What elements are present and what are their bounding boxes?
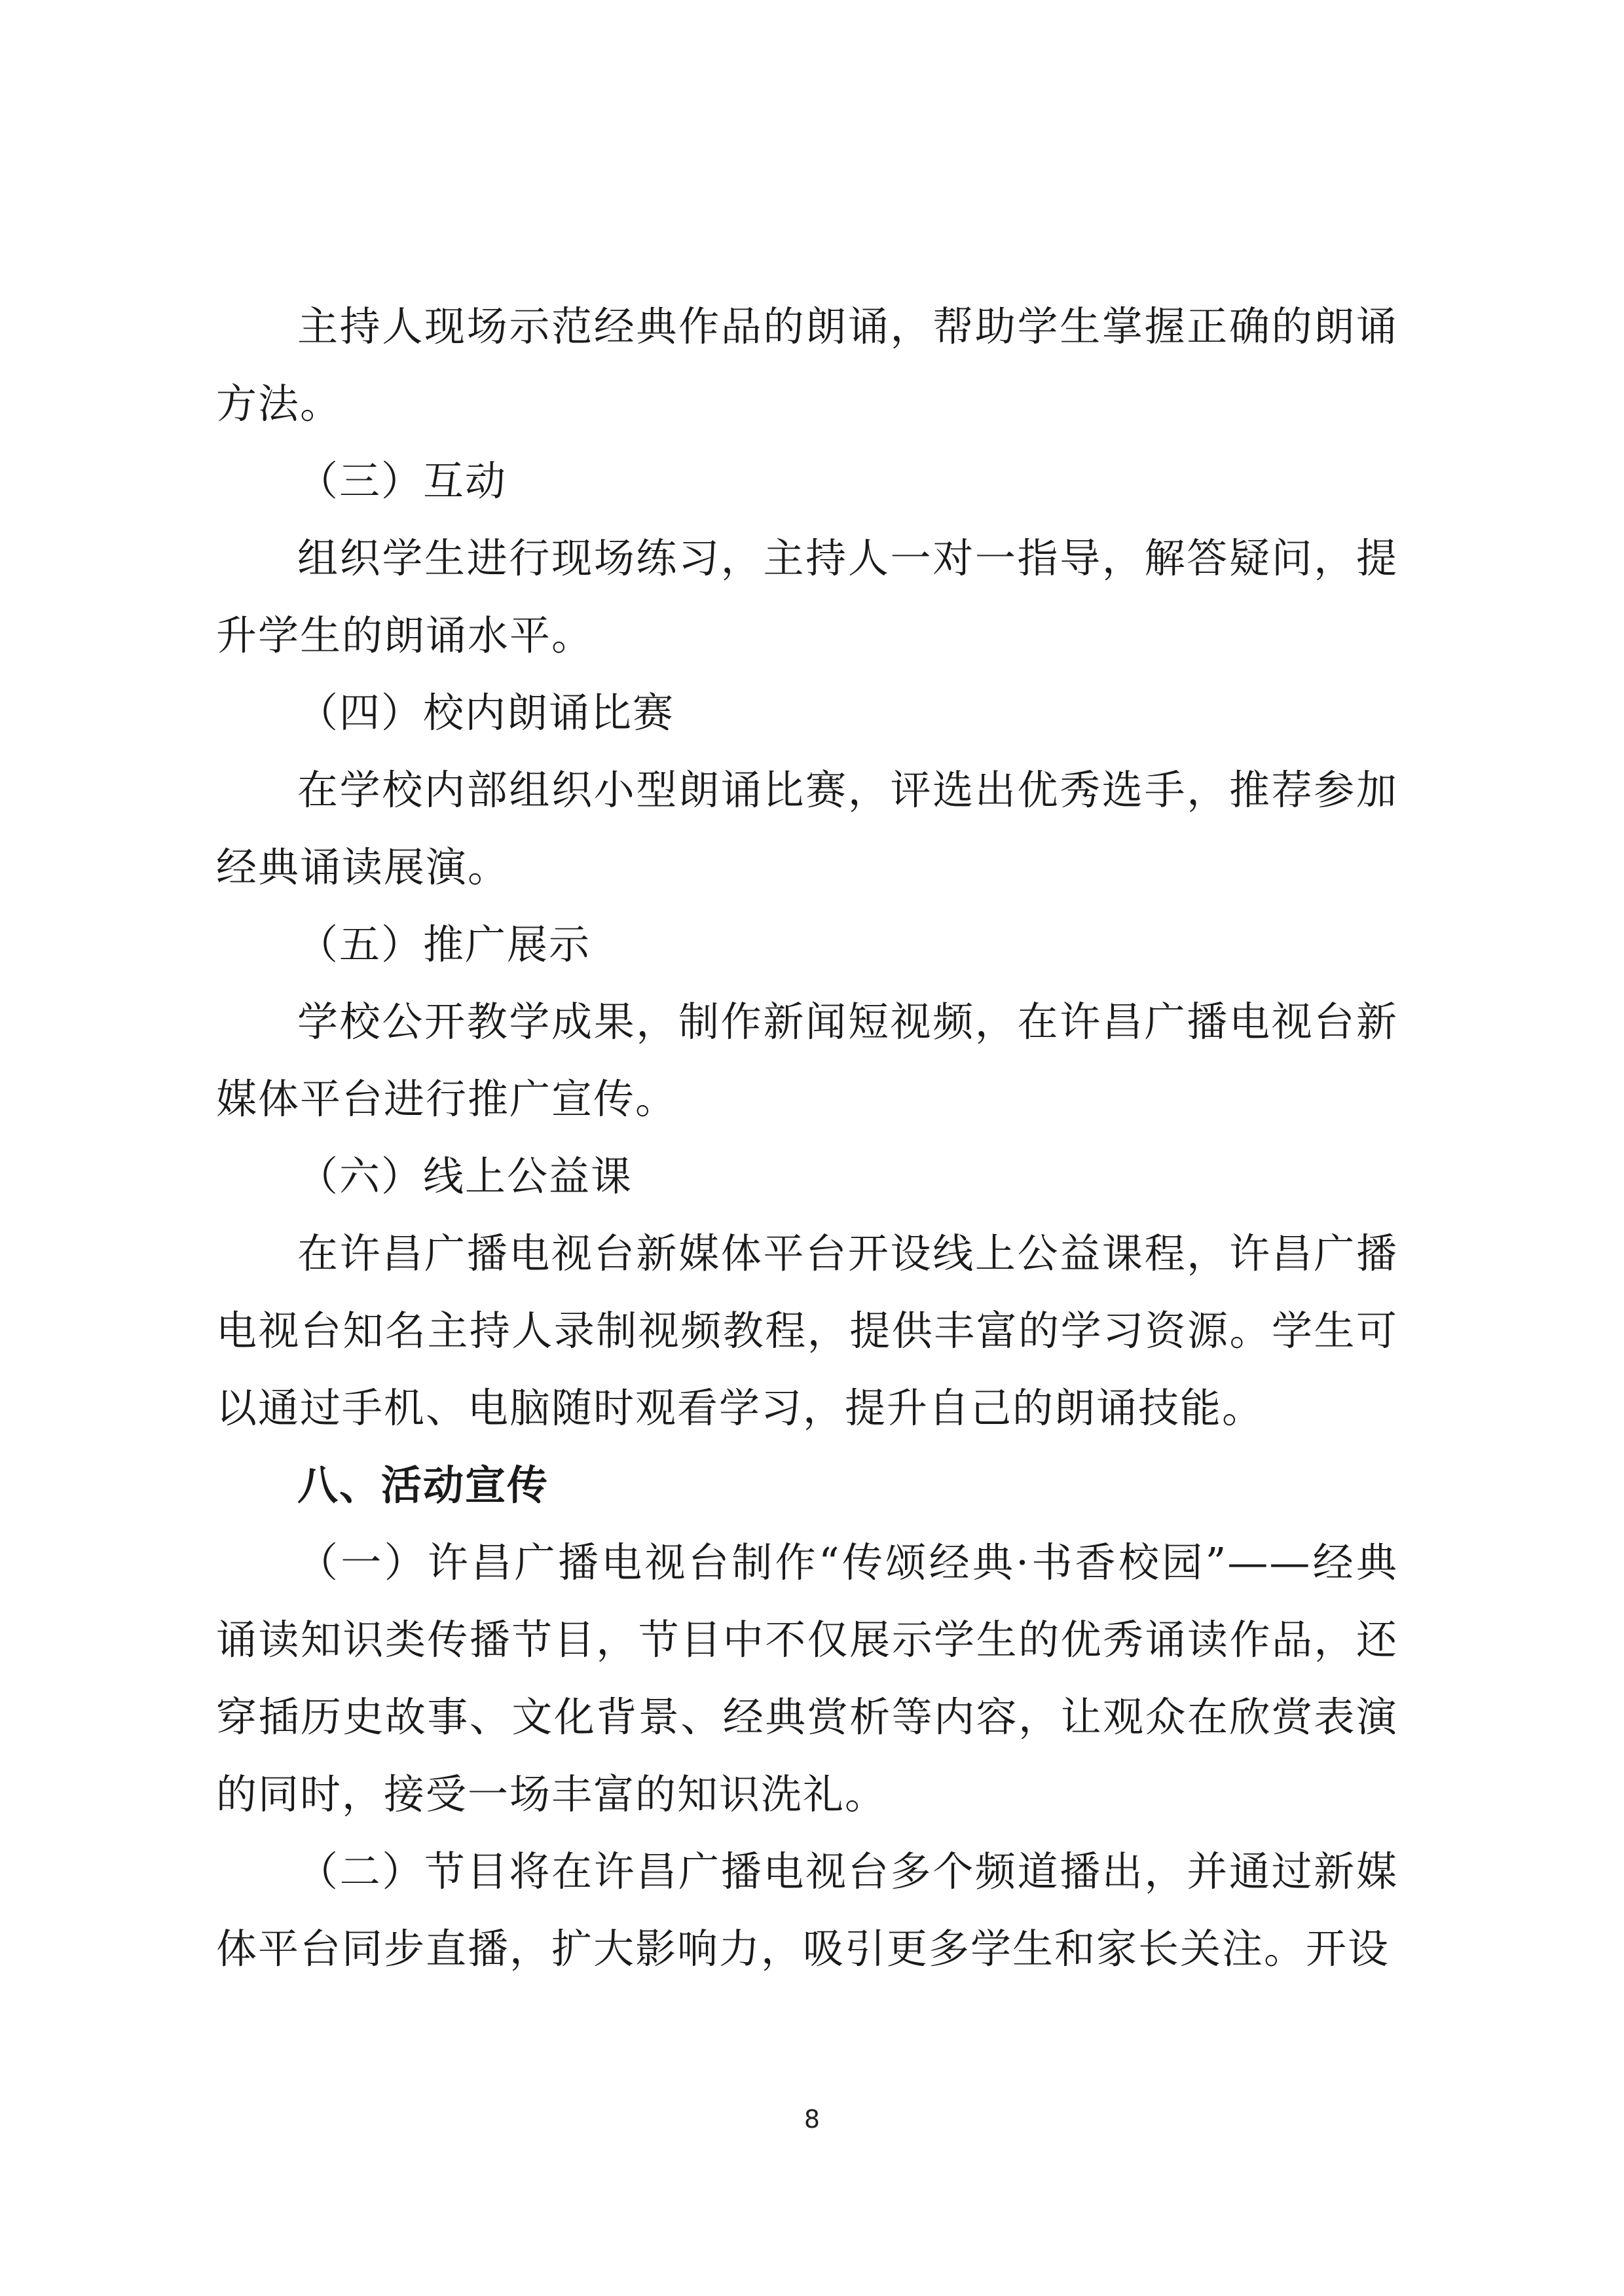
paragraph-demonstration: 主持人现场示范经典作品的朗诵，帮助学生掌握正确的朗诵方法。 [216, 302, 1398, 428]
paragraph-interaction: 组织学生进行现场练习，主持人一对一指导，解答疑问，提升学生的朗诵水平。 [216, 534, 1398, 659]
section-heading-publicity: 八、活动宣传 [297, 1461, 549, 1509]
page-number: 8 [803, 2105, 821, 2134]
paragraph-publicity-1: （一）许昌广播电视台制作“传颂经典·书香校园”——经典诵读知识类传播节目，节目中不仅展示学生的优秀诵读作品，还穿插历史故事、文化背景、经典赏析等内容，让观众在欣赏表演的同时，接受一场丰富的知识洗礼。 [216, 1539, 1398, 1818]
paragraph-publicity-2: （二）节目将在许昌广播电视台多个频道播出，并通过新媒体平台同步直播，扩大影响力，吸引更多学生和家长关注。开设 [216, 1848, 1398, 1973]
subheading-interaction: （三）互动 [297, 457, 507, 505]
paragraph-promotion: 学校公开教学成果，制作新闻短视频，在许昌广播电视台新媒体平台进行推广宣传。 [216, 998, 1398, 1123]
subheading-school-competition: （四）校内朗诵比赛 [297, 689, 675, 737]
paragraph-school-competition: 在学校内部组织小型朗诵比赛，评选出优秀选手，推荐参加经典诵读展演。 [216, 766, 1398, 891]
document-body [216, 288, 1398, 1988]
subheading-promotion: （五）推广展示 [297, 920, 591, 968]
subheading-online-course: （六）线上公益课 [297, 1152, 633, 1200]
paragraph-online-course: 在许昌广播电视台新媒体平台开设线上公益课程，许昌广播电视台知名主持人录制视频教程，提供丰富的学习资源。学生可以通过手机、电脑随时观看学习，提升自己的朗诵技能。 [216, 1230, 1398, 1432]
